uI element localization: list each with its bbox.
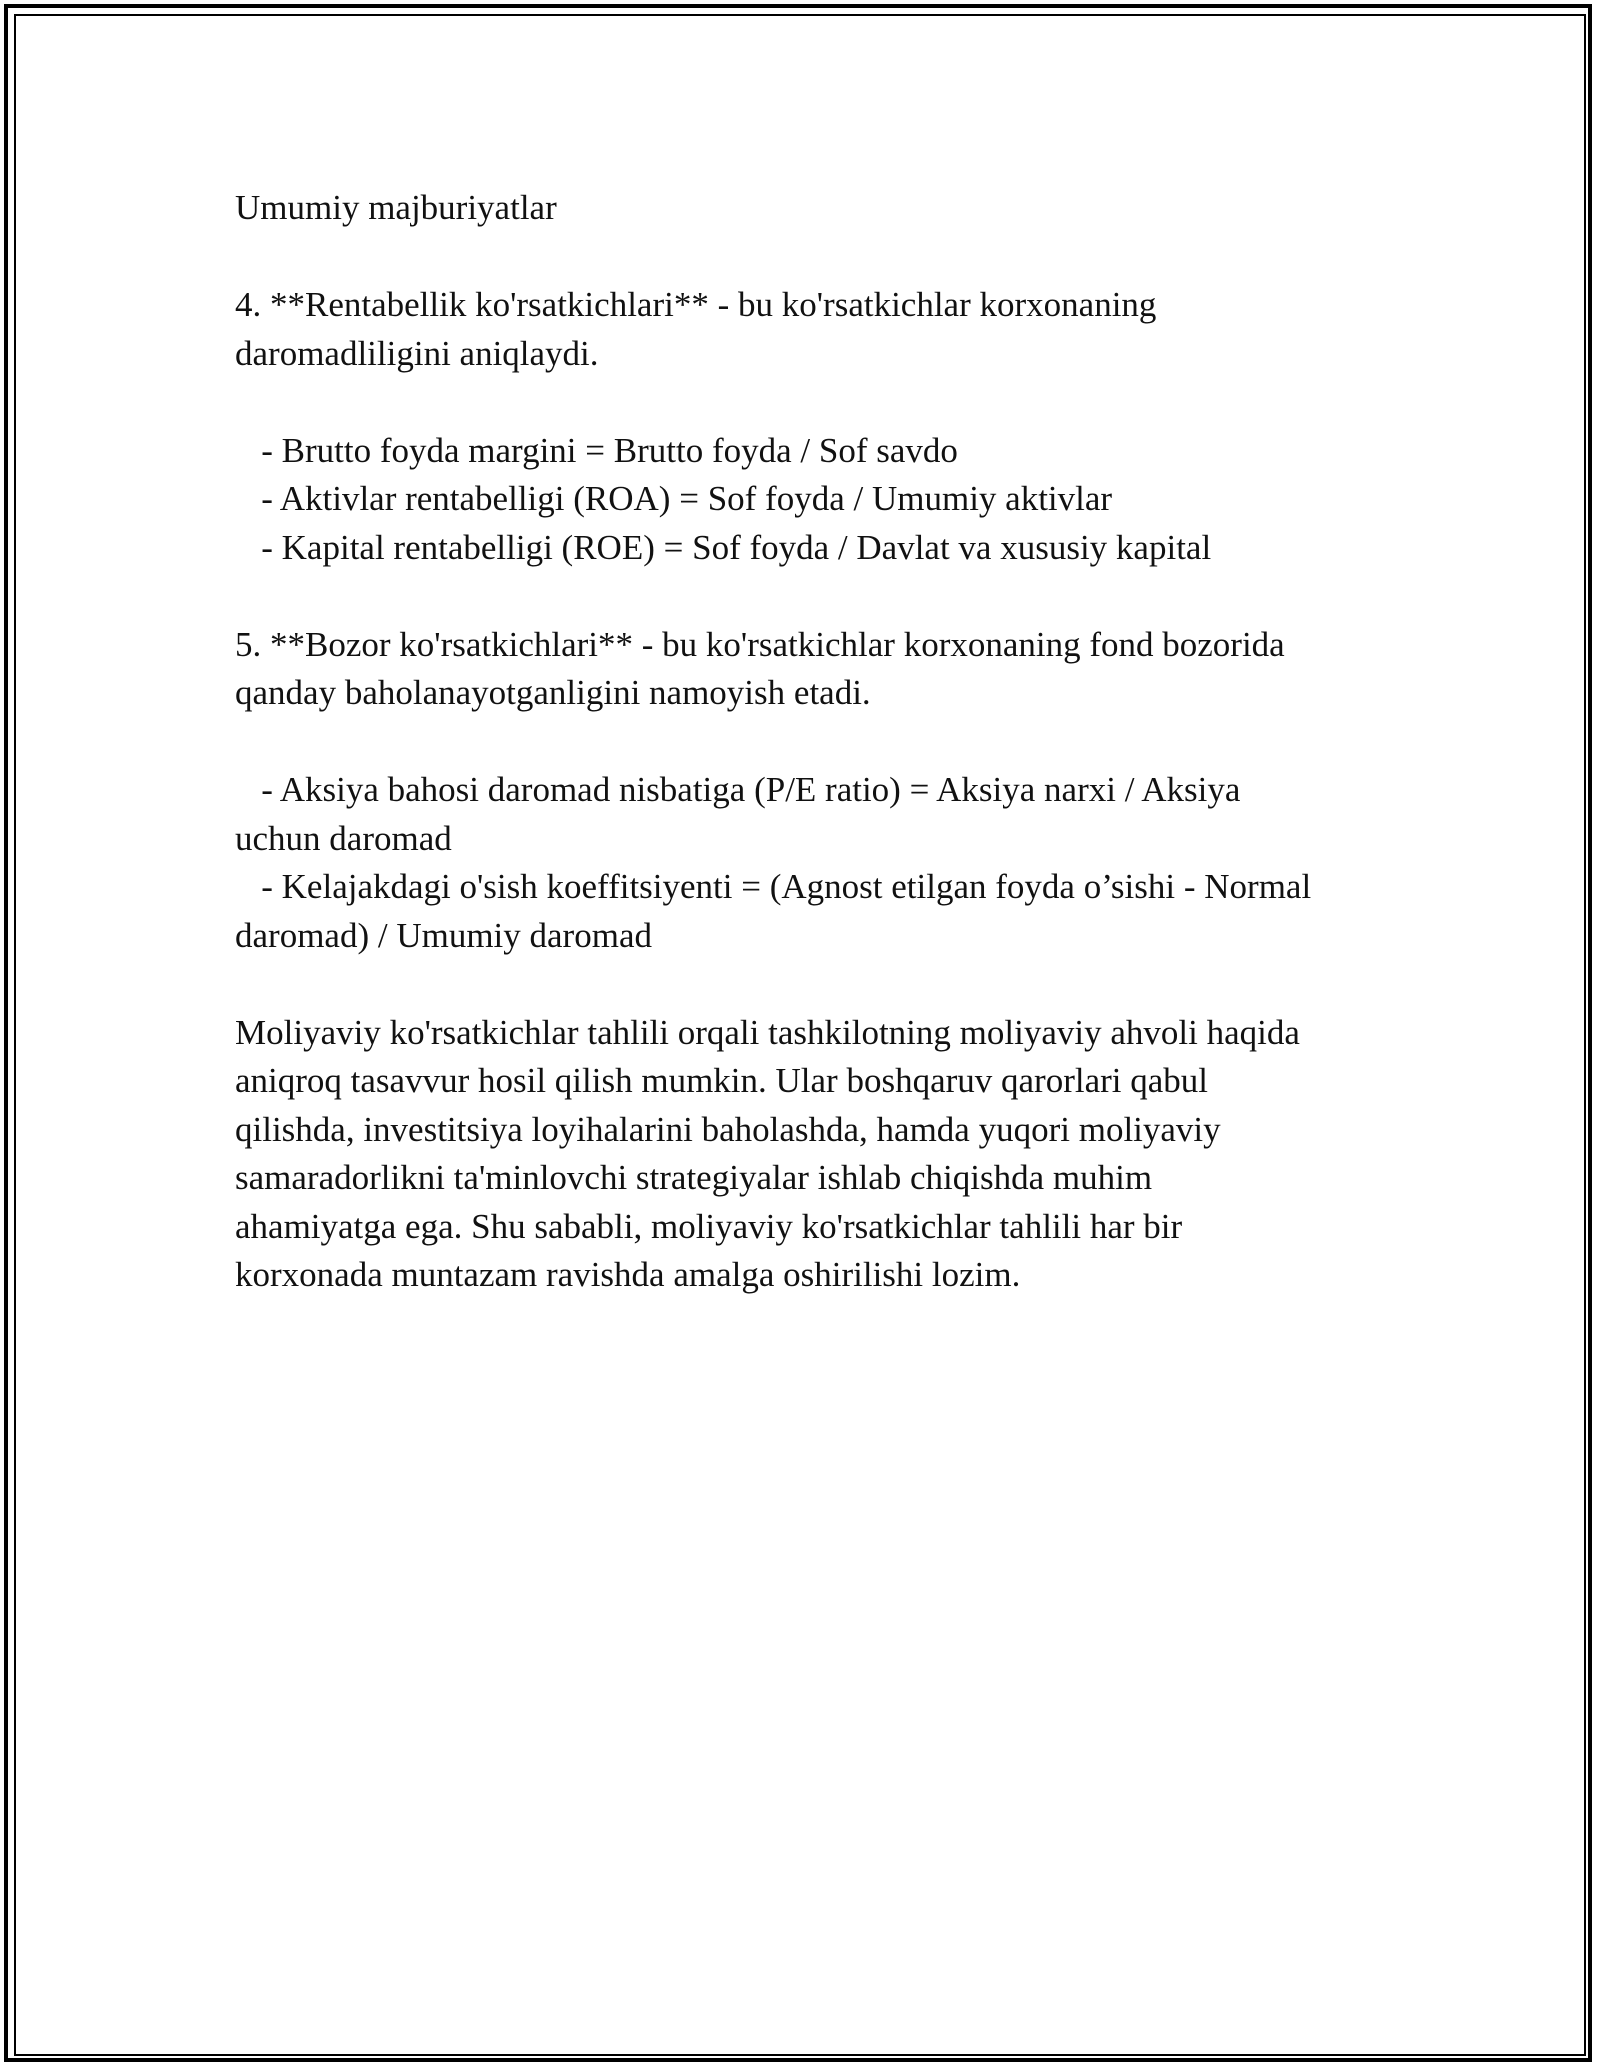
formula-growth-coefficient-line-1: - Kelajakdagi o'sish koeffitsiyenti = (Agnost etilgan foyda o’sishi - Normal xyxy=(235,867,1312,906)
document-page xyxy=(235,184,1385,1300)
conclusion-line: ahamiyatga ega. Shu sababli, moliyaviy ko'rsatkichlar tahlili har bir xyxy=(235,1206,1183,1246)
formula-pe-ratio-line-2: uchun daromad xyxy=(235,818,452,858)
formula-gross-margin: - Brutto foyda margini = Brutto foyda / Sof savdo xyxy=(235,430,958,470)
section-5-intro-line-1: 5. **Bozor ko'rsatkichlari** - bu ko'rsatkichlar korxonaning fond bozorida xyxy=(235,624,1285,664)
formula-growth-coefficient-line-2: daromad) / Umumiy daromad xyxy=(235,915,652,955)
section-4-intro-line-2: daromadliligini aniqlaydi. xyxy=(235,333,599,373)
spacer xyxy=(235,960,1385,1009)
spacer xyxy=(235,718,1385,767)
conclusion-line: aniqroq tasavvur hosil qilish mumkin. Ular boshqaruv qarorlari qabul xyxy=(235,1061,1209,1100)
spacer xyxy=(235,233,1385,282)
conclusion-line: samaradorlikni ta'minlovchi strategiyalar ishlab chiqishda muhim xyxy=(235,1158,1153,1197)
spacer xyxy=(235,572,1385,621)
spacer xyxy=(235,378,1385,427)
section-heading: Umumiy majburiyatlar xyxy=(235,188,557,227)
section-4-intro-line-1: 4. **Rentabellik ko'rsatkichlari** - bu ko'rsatkichlar korxonaning xyxy=(235,285,1157,324)
formula-roe: - Kapital rentabelligi (ROE) = Sof foyda / Davlat va xususiy kapital xyxy=(235,527,1212,567)
formula-roa: - Aktivlar rentabelligi (ROA) = Sof foyda / Umumiy aktivlar xyxy=(235,479,1113,518)
section-5-intro-line-2: qanday baholanayotganligini namoyish etadi. xyxy=(235,673,871,712)
conclusion-line: Moliyaviy ko'rsatkichlar tahlili orqali tashkilotning moliyaviy ahvoli haqida xyxy=(235,1012,1300,1052)
conclusion-line: qilishda, investitsiya loyihalarini baholashda, hamda yuqori moliyaviy xyxy=(235,1109,1221,1149)
formula-pe-ratio-line-1: - Aksiya bahosi daromad nisbatiga (P/E ratio) = Aksiya narxi / Aksiya xyxy=(235,770,1241,809)
conclusion-line: korxonada muntazam ravishda amalga oshirilishi lozim. xyxy=(235,1255,1021,1294)
